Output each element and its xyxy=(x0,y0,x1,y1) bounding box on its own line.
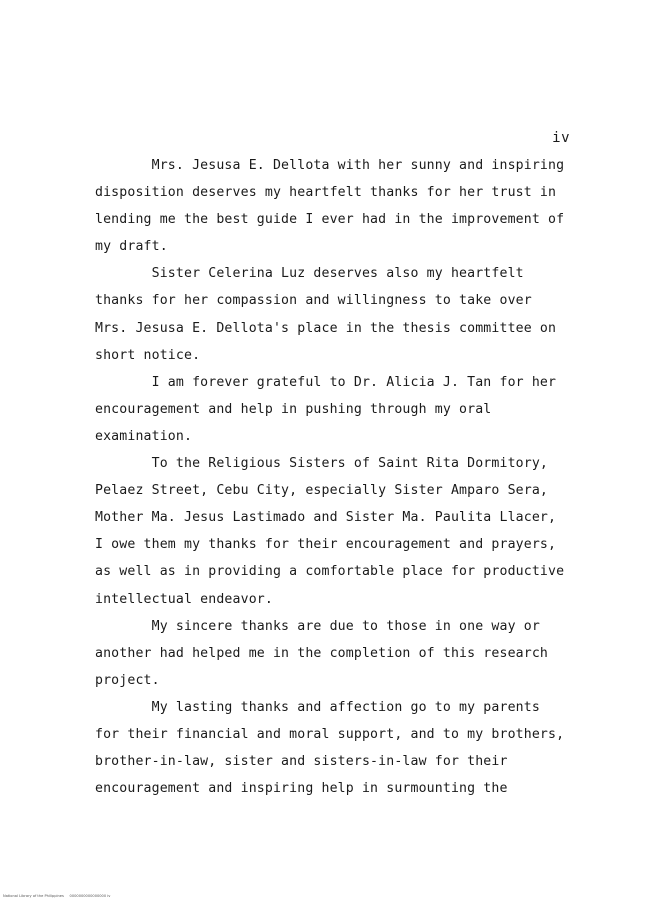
text-line: Pelaez Street, Cebu City, especially Sister Amparo Sera, xyxy=(95,483,549,499)
text-line: brother-in-law, sister and sisters-in-law for their xyxy=(95,754,508,770)
text-line: thanks for her compassion and willingness to take over xyxy=(95,293,532,309)
text-line: my draft. xyxy=(95,239,168,255)
footer-watermark: National Library of the Philippines 0000000000000000 iv xyxy=(3,894,111,898)
text-line: another had helped me in the completion of this research xyxy=(95,645,549,661)
text-line: I am forever grateful to Dr. Alicia J. Tan for her xyxy=(95,374,557,390)
text-line: short notice. xyxy=(95,347,201,363)
text-line: Sister Celerina Luz deserves also my heartfelt xyxy=(95,266,524,282)
text-line: Mother Ma. Jesus Lastimado and Sister Ma. Paulita Llacer, xyxy=(95,510,557,526)
text-line: Mrs. Jesusa E. Dellota with her sunny and inspiring xyxy=(95,158,565,173)
text-line: encouragement and inspiring help in surmounting the xyxy=(95,781,508,797)
text-line: project. xyxy=(95,672,160,688)
text-line: examination. xyxy=(95,428,193,444)
text-line: lending me the best guide I ever had in the improvement of xyxy=(95,212,565,228)
text-line: Mrs. Jesusa E. Dellota's place in the thesis committee on xyxy=(95,320,557,336)
text-line: To the Religious Sisters of Saint Rita Dormitory, xyxy=(95,456,549,472)
text-line: as well as in providing a comfortable place for productive xyxy=(95,564,565,580)
text-line: My sincere thanks are due to those in one way or xyxy=(95,618,540,634)
text-line: disposition deserves my heartfelt thanks for her trust in xyxy=(95,185,557,201)
page-number: iv xyxy=(552,130,570,146)
text-line: encouragement and help in pushing through my oral xyxy=(95,401,492,417)
text-line: I owe them my thanks for their encouragement and prayers, xyxy=(95,537,557,553)
text-line: for their financial and moral support, and to my brothers, xyxy=(95,726,565,742)
acknowledgment-text xyxy=(95,152,585,802)
text-line: My lasting thanks and affection go to my parents xyxy=(95,699,540,715)
text-line: intellectual endeavor. xyxy=(95,591,273,607)
